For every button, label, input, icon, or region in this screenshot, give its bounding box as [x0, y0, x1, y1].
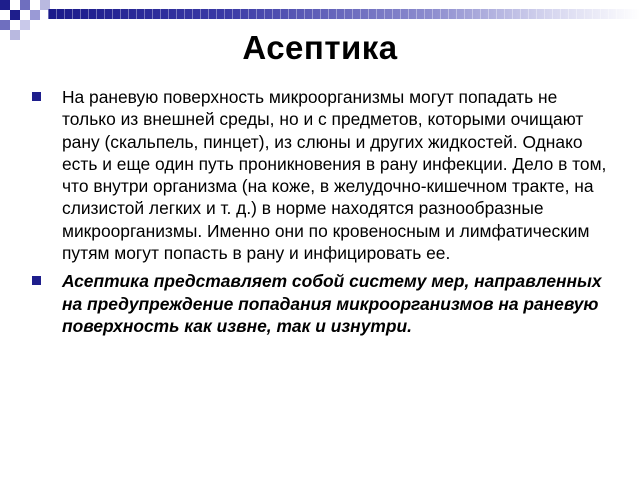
bullet-text-emphasis: Асептика представляет собой систему мер, направленных на предупреждение попадания микроорганизмов на раневую поверхность как извне, так и изнутри. — [62, 271, 602, 336]
slide-content — [28, 86, 610, 343]
slide-title: Асептика — [242, 29, 398, 66]
checker-square — [10, 10, 20, 20]
bullet-item — [28, 270, 610, 337]
checker-square — [30, 0, 40, 10]
checker-square — [10, 0, 20, 10]
checker-square — [30, 10, 40, 20]
header-bar-pattern — [48, 9, 640, 19]
bullet-text: На раневую поверхность микроорганизмы могут попадать не только из внешней среды, но и с предметов, которыми очищают рану (скальпель, пинцет), из слюны и других жидкостей. Однако есть и еще один путь проникновения в рану инфекции. Дело в том, что внутри организма (на коже, в желудочно-кишечном тракте, на слизистой легких и т. д.) в норме находятся разнообразные микроорганизмы. Именно они по кровеносным и лимфатическим путям могут попасть в рану и инфицировать ее. — [62, 87, 607, 264]
square-bullet-icon — [32, 276, 41, 285]
checker-square — [20, 10, 30, 20]
bullet-item — [28, 86, 610, 264]
square-bullet-icon — [32, 92, 41, 101]
checker-square — [0, 0, 10, 10]
checker-square — [20, 0, 30, 10]
checker-square — [0, 10, 10, 20]
